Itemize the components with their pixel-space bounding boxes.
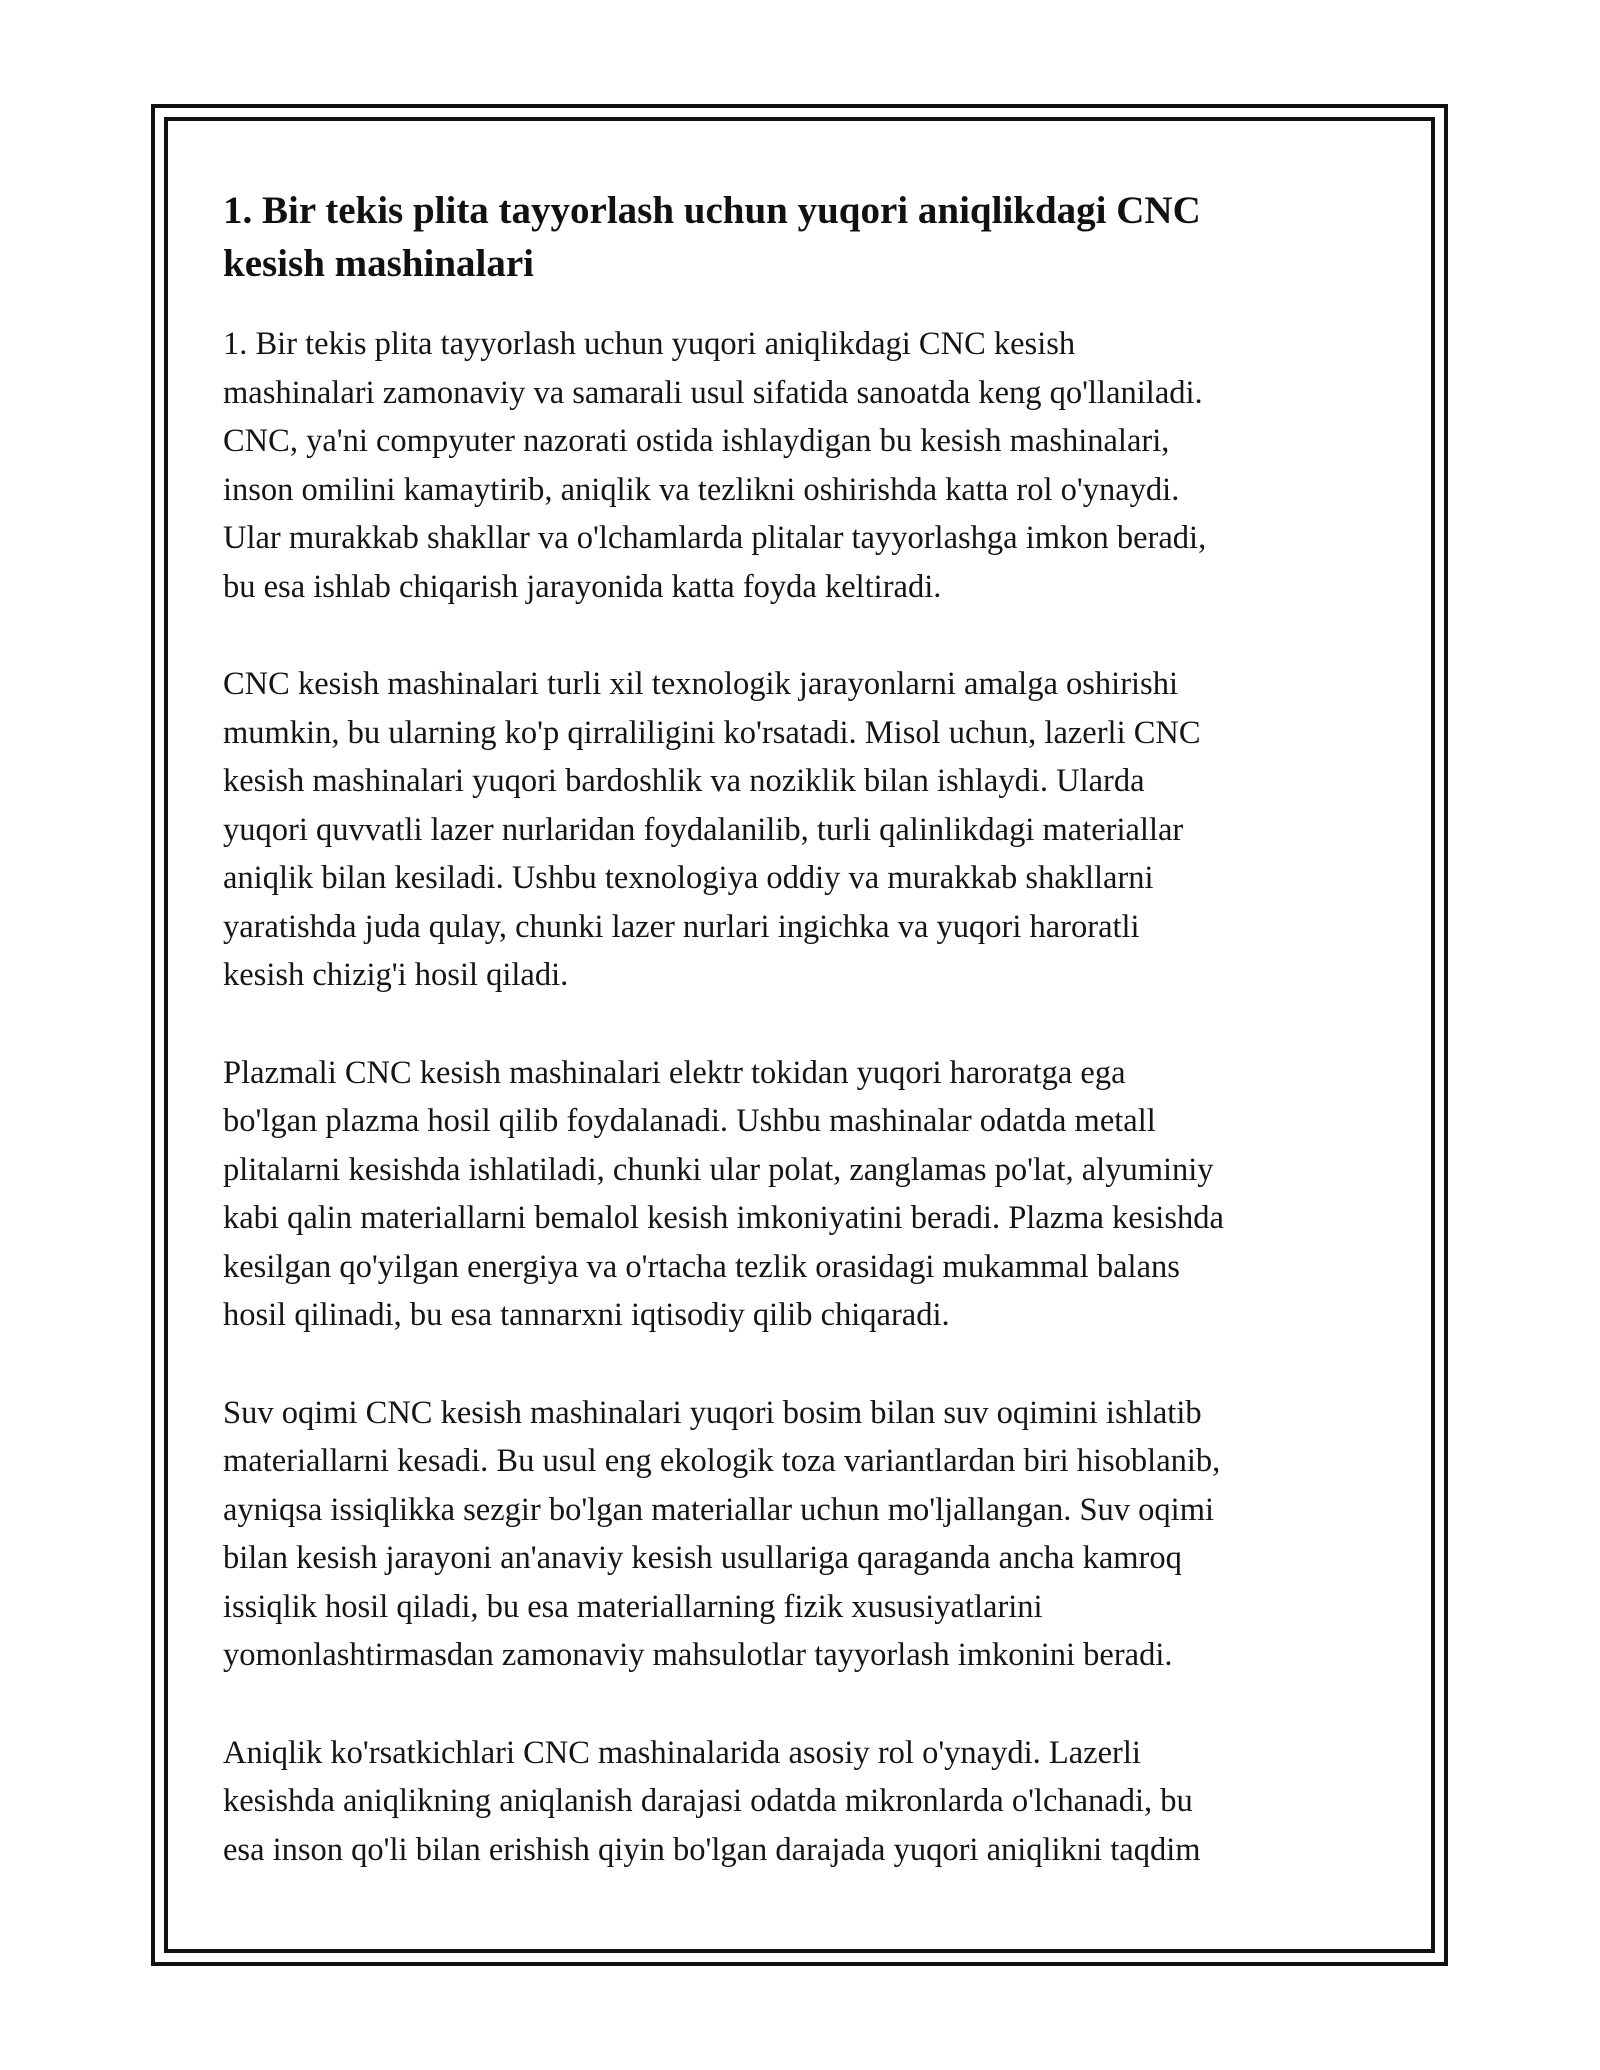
page-title [223, 184, 1393, 290]
text-line: CNC, ya'ni compyuter nazorati ostida ishlaydigan bu kesish mashinalari, [223, 423, 1170, 459]
text-line: kabi qalin materiallarni bemalol kesish imkoniyatini beradi. Plazma kesishda [223, 1200, 1224, 1236]
text-line: mumkin, bu ularning ko'p qirraliligini ko'rsatadi. Misol uchun, lazerli CNC [223, 714, 1201, 751]
title-line: 1. Bir tekis plita tayyorlash uchun yuqori aniqlikdagi CNC [223, 189, 1201, 232]
text-line: aniqlik bilan kesiladi. Ushbu texnologiya oddiy va murakkab shakllarni [223, 860, 1154, 896]
text-line: yuqori quvvatli lazer nurlaridan foydalanilib, turli qalinlikdagi materiallar [223, 811, 1184, 848]
text-line: Aniqlik ko'rsatkichlari CNC mashinalarida asosiy rol o'ynaydi. Lazerli [223, 1734, 1141, 1771]
text-line: CNC kesish mashinalari turli xil texnologik jarayonlarni amalga oshirishi [223, 666, 1178, 702]
title-line: kesish mashinalari [223, 242, 534, 285]
document-body [223, 184, 1393, 1923]
paragraph-plasma [223, 1049, 1393, 1340]
paragraph-precision [223, 1729, 1393, 1875]
text-line: Suv oqimi CNC kesish mashinalari yuqori bosim bilan suv oqimini ishlatib [223, 1394, 1202, 1431]
text-line: yaratishda juda qulay, chunki lazer nurlari ingichka va yuqori haroratli [223, 908, 1140, 945]
text-line: yomonlashtirmasdan zamonaviy mahsulotlar tayyorlash imkonini beradi. [223, 1637, 1173, 1673]
text-line: kesishda aniqlikning aniqlanish darajasi odatda mikronlarda o'lchanadi, bu [223, 1783, 1193, 1819]
text-line: inson omilini kamaytirib, aniqlik va tezlikni oshirishda katta rol o'ynaydi. [223, 471, 1180, 508]
text-line: kesish chizig'i hosil qiladi. [223, 957, 569, 993]
text-line: mashinalari zamonaviy va samarali usul sifatida sanoatda keng qo'llaniladi. [223, 374, 1203, 411]
text-line: kesish mashinalari yuqori bardoshlik va noziklik bilan ishlaydi. Ularda [223, 763, 1145, 799]
paragraph-laser [223, 660, 1393, 1000]
text-line: bilan kesish jarayoni an'anaviy kesish usullariga qaraganda ancha kamroq [223, 1540, 1182, 1576]
text-line: Ular murakkab shakllar va o'lchamlarda plitalar tayyorlashga imkon beradi, [223, 520, 1207, 556]
text-line: 1. Bir tekis plita tayyorlash uchun yuqori aniqlikdagi CNC kesish [223, 326, 1076, 362]
text-line: issiqlik hosil qiladi, bu esa materiallarning fizik xususiyatlarini [223, 1588, 1043, 1625]
text-line: bo'lgan plazma hosil qilib foydalanadi. Ushbu mashinalar odatda metall [223, 1103, 1156, 1139]
paragraph-waterjet [223, 1389, 1393, 1680]
text-line: kesilgan qo'yilgan energiya va o'rtacha tezlik orasidagi mukammal balans [223, 1248, 1180, 1285]
text-line: materiallarni kesadi. Bu usul eng ekologik toza variantlardan biri hisoblanib, [223, 1443, 1221, 1479]
text-line: bu esa ishlab chiqarish jarayonida katta foyda keltiradi. [223, 568, 942, 605]
text-line: plitalarni kesishda ishlatiladi, chunki ular polat, zanglamas po'lat, alyuminiy [223, 1151, 1214, 1188]
text-line: ayniqsa issiqlikka sezgir bo'lgan materiallar uchun mo'ljallangan. Suv oqimi [223, 1491, 1215, 1528]
paragraph-intro [223, 320, 1393, 611]
text-line: Plazmali CNC kesish mashinalari elektr tokidan yuqori haroratga ega [223, 1054, 1126, 1091]
text-line: esa inson qo'li bilan erishish qiyin bo'lgan darajada yuqori aniqlikni taqdim [223, 1831, 1201, 1868]
text-line: hosil qilinadi, bu esa tannarxni iqtisodiy qilib chiqaradi. [223, 1297, 950, 1333]
